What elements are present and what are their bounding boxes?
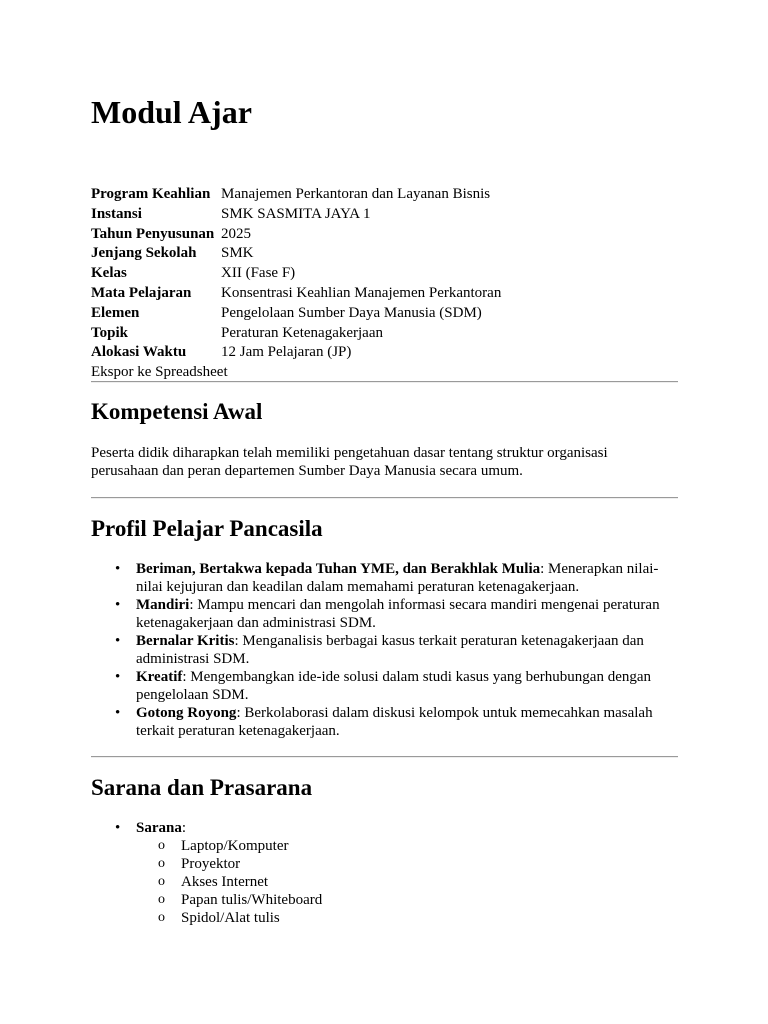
info-label: Mata Pelajaran (91, 284, 192, 301)
section-heading-sarana-prasarana: Sarana dan Prasarana (91, 775, 313, 800)
sublist-item-label: Papan tulis/Whiteboard (181, 892, 323, 908)
sublist-item (136, 855, 678, 873)
list-item-desc: : Menerapkan nilai-nilai kejujuran dan keadilan dalam memahami peraturan ketenagakerjaan. (136, 561, 659, 595)
sarana-list (91, 819, 678, 927)
table-row (91, 244, 501, 264)
profil-pelajar-list (91, 560, 678, 740)
circle-bullet-icon: o (158, 838, 165, 853)
info-table (91, 185, 501, 363)
table-row (91, 264, 501, 284)
list-item (91, 819, 678, 927)
list-item (91, 668, 678, 704)
bullet-icon: • (115, 633, 121, 649)
info-label: Instansi (91, 205, 142, 222)
info-value: Pengelolaan Sumber Daya Manusia (SDM) (221, 304, 482, 321)
section-heading-profil-pelajar: Profil Pelajar Pancasila (91, 516, 323, 541)
page-title: Modul Ajar (91, 94, 252, 130)
info-label: Elemen (91, 304, 140, 321)
list-item (91, 560, 678, 596)
list-item (91, 596, 678, 632)
section-divider (91, 497, 678, 499)
circle-bullet-icon: o (158, 892, 165, 907)
circle-bullet-icon: o (158, 874, 165, 889)
section-divider (91, 756, 678, 758)
table-row (91, 185, 501, 205)
info-value: Peraturan Ketenagakerjaan (221, 324, 383, 341)
table-row (91, 343, 501, 363)
sublist-item (136, 837, 678, 855)
bullet-icon: • (115, 669, 121, 685)
list-item-term: Kreatif (136, 669, 183, 685)
table-row (91, 284, 501, 304)
circle-bullet-icon: o (158, 856, 165, 871)
export-spreadsheet-link[interactable]: Ekspor ke Spreadsheet (91, 364, 228, 380)
info-value: XII (Fase F) (221, 265, 296, 282)
sublist-item (136, 891, 678, 909)
info-value: 12 Jam Pelajaran (JP) (221, 344, 352, 361)
kompetensi-awal-text: Peserta didik diharapkan telah memiliki pengetahuan dasar tentang struktur organisasi perusahaan dan peran departemen Sumber Daya Manusia secara umum. (91, 445, 608, 479)
info-label: Tahun Penyusunan (91, 225, 215, 242)
list-item-desc: : Menganalisis berbagai kasus terkait peraturan ketenagakerjaan dan administrasi SDM. (136, 633, 644, 667)
table-row (91, 225, 501, 245)
list-item-desc: : Mengembangkan ide-ide solusi dalam studi kasus yang berhubungan dengan pengelolaan SDM. (136, 669, 652, 703)
list-item-term: Sarana (136, 820, 182, 836)
info-label: Jenjang Sekolah (91, 245, 197, 262)
list-item-term: Bernalar Kritis (136, 633, 235, 649)
circle-bullet-icon: o (158, 910, 165, 925)
list-item-desc: : Berkolaborasi dalam diskusi kelompok untuk memecahkan masalah terkait peraturan ketenagakerjaan. (136, 705, 653, 739)
bullet-icon: • (115, 597, 121, 613)
sublist-item-label: Proyektor (181, 856, 241, 872)
info-label: Alokasi Waktu (91, 344, 187, 361)
list-item-term: Mandiri (136, 597, 190, 613)
info-value: SMK SASMITA JAYA 1 (221, 205, 371, 222)
table-row (91, 205, 501, 225)
list-item-desc: : Mampu mencari dan mengolah informasi secara mandiri mengenai peraturan ketenagakerjaan dan administrasi SDM. (136, 597, 660, 631)
info-value: Konsentrasi Keahlian Manajemen Perkantoran (221, 284, 502, 301)
list-item-suffix: : (181, 820, 187, 836)
sublist-item-label: Akses Internet (181, 874, 269, 890)
section-divider (91, 381, 678, 383)
list-item (91, 632, 678, 668)
info-label: Program Keahlian (91, 186, 211, 202)
info-value: SMK (221, 245, 254, 262)
sublist-item (136, 909, 678, 927)
sarana-sublist (136, 837, 678, 927)
section-heading-kompetensi-awal: Kompetensi Awal (91, 399, 263, 424)
list-item-term: Beriman, Bertakwa kepada Tuhan YME, dan Berakhlak Mulia (136, 561, 541, 577)
list-item (91, 704, 678, 740)
bullet-icon: • (115, 705, 121, 721)
table-row (91, 324, 501, 344)
sublist-item-label: Laptop/Komputer (181, 838, 289, 854)
info-value: 2025 (221, 225, 251, 242)
sublist-item (136, 873, 678, 891)
info-label: Topik (91, 324, 128, 341)
bullet-icon: • (115, 561, 121, 577)
info-value: Manajemen Perkantoran dan Layanan Bisnis (221, 186, 491, 202)
sublist-item-label: Spidol/Alat tulis (181, 910, 280, 926)
bullet-icon: • (115, 820, 121, 836)
table-row (91, 304, 501, 324)
list-item-term: Gotong Royong (136, 705, 237, 721)
info-label: Kelas (91, 265, 127, 282)
